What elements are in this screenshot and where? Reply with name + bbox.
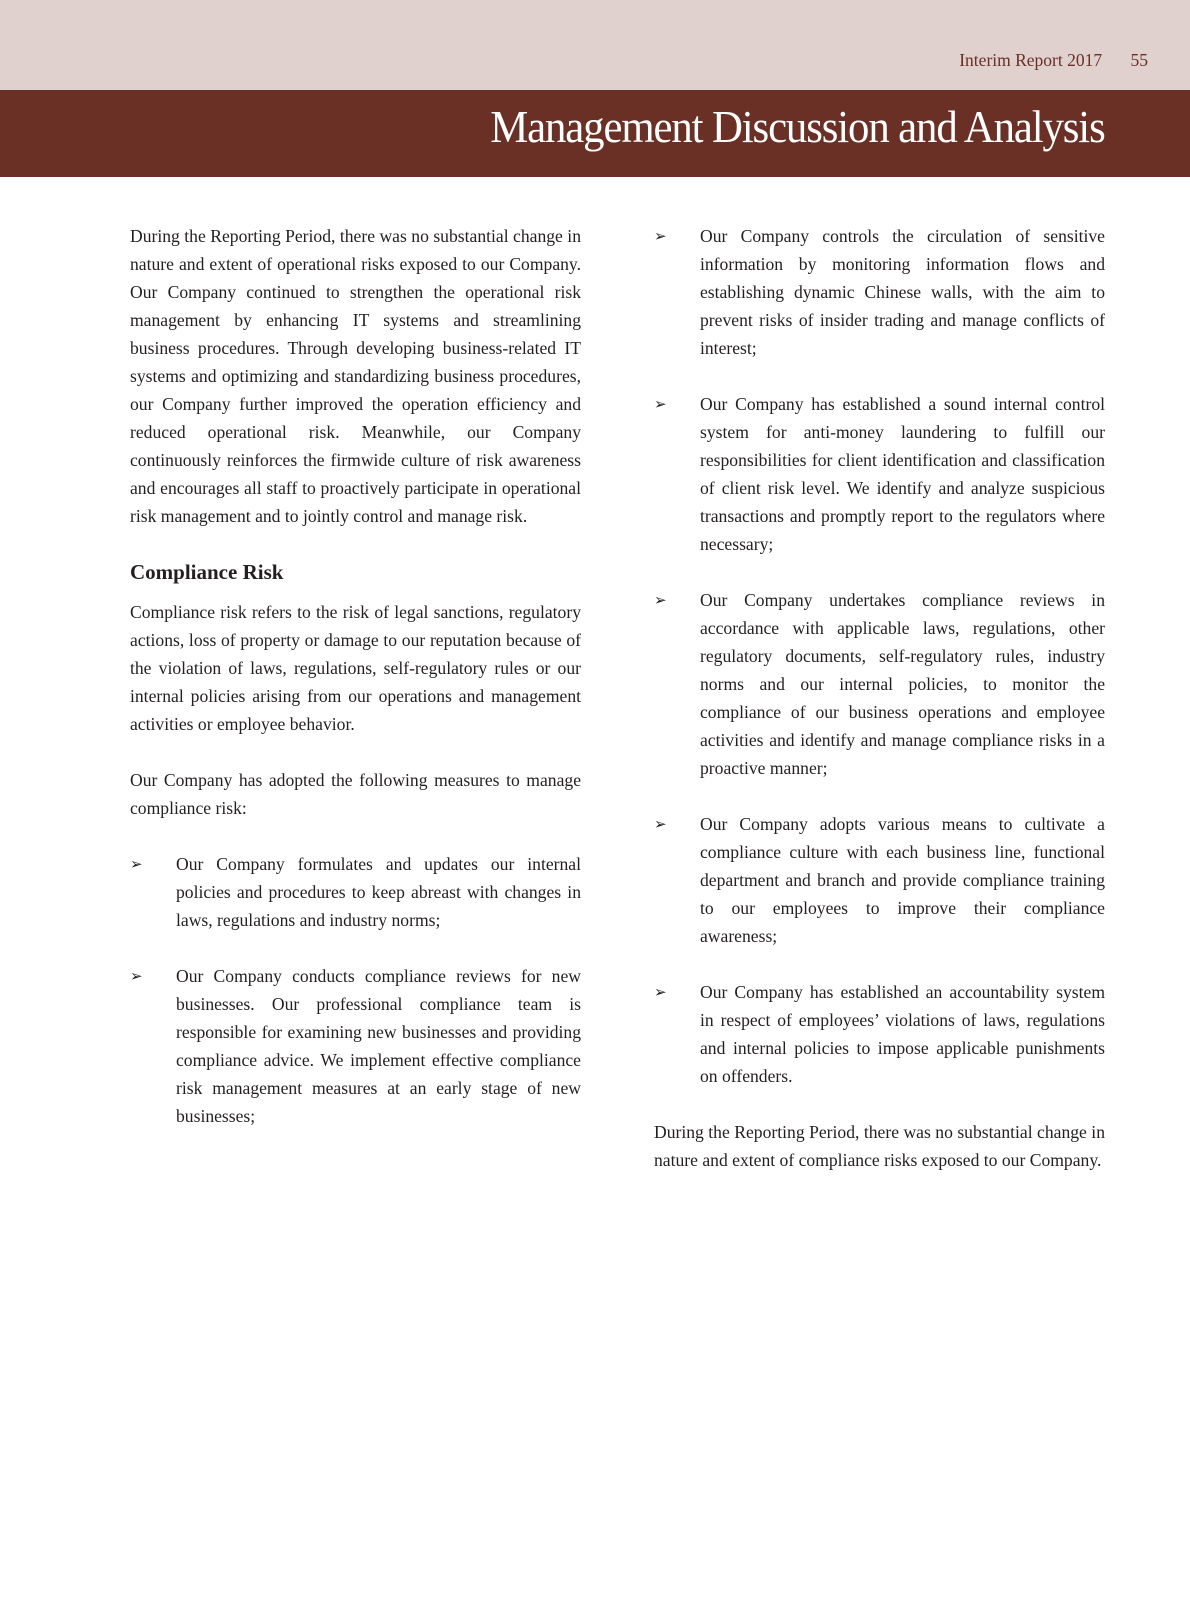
- arrow-bullet-icon: ➢: [654, 591, 667, 609]
- right-column: [654, 222, 1105, 1202]
- list-item: [654, 978, 1105, 1090]
- bullet-text: Our Company undertakes compliance reviews in accordance with applicable laws, regulations, other regulatory documents, self-regulatory rules, industry norms and our internal policies, to monitor the compliance of our business operations and employee activities and identify and manage compliance risks in a proactive manner;: [700, 590, 1105, 778]
- operational-risk-paragraph: During the Reporting Period, there was no substantial change in nature and extent of operational risks exposed to our Company. Our Company continued to strengthen the operational risk management by enhancing IT systems and streamlining business procedures. Through developing business-related IT systems and optimizing and standardizing business procedures, our Company further improved the operation efficiency and reduced operational risk. Meanwhile, our Company continuously reinforces the firmwide culture of risk awareness and encourages all staff to proactively participate in operational risk management and to jointly control and manage risk.: [130, 226, 581, 526]
- bullet-text: Our Company adopts various means to cultivate a compliance culture with each business line, functional department and branch and provide compliance training to our employees to improve their compliance awareness;: [700, 814, 1105, 946]
- left-column: [130, 222, 581, 1158]
- report-name: Interim Report 2017: [959, 50, 1103, 70]
- running-header-band: [0, 0, 1190, 90]
- bullet-text: Our Company has established a sound internal control system for anti-money laundering to fulfill our responsibilities for client identification and classification of client risk level. We identify and analyze suspicious transactions and promptly report to the regulators where necessary;: [700, 394, 1105, 554]
- bullet-text: Our Company formulates and updates our internal policies and procedures to keep abreast with changes in laws, regulations and industry norms;: [176, 854, 581, 930]
- bullet-text: Our Company controls the circulation of sensitive information by monitoring information flows and establishing dynamic Chinese walls, with the aim to prevent risks of insider trading and manage conflicts of interest;: [700, 226, 1105, 358]
- compliance-risk-heading: Compliance Risk: [130, 560, 284, 584]
- list-item: [654, 810, 1105, 950]
- bullet-text: Our Company has established an accountability system in respect of employees’ violations of laws, regulations and internal policies to impose applicable punishments on offenders.: [700, 982, 1105, 1086]
- list-item: [654, 586, 1105, 782]
- list-item: [130, 850, 581, 934]
- arrow-bullet-icon: ➢: [654, 815, 667, 833]
- list-item: [654, 390, 1105, 558]
- section-title-bar: [0, 90, 1190, 177]
- arrow-bullet-icon: ➢: [654, 227, 667, 245]
- measures-intro: Our Company has adopted the following measures to manage compliance risk:: [130, 770, 581, 818]
- arrow-bullet-icon: ➢: [130, 967, 143, 985]
- running-head: [959, 50, 1148, 71]
- compliance-risk-definition: Compliance risk refers to the risk of legal sanctions, regulatory actions, loss of property or damage to our reputation because of the violation of laws, regulations, self-regulatory rules or our internal policies arising from our operations and management activities or employee behavior.: [130, 602, 581, 734]
- bullet-text: Our Company conducts compliance reviews for new businesses. Our professional compliance team is responsible for examining new businesses and providing compliance advice. We implement effective compliance risk management measures at an early stage of new businesses;: [176, 966, 581, 1126]
- arrow-bullet-icon: ➢: [654, 395, 667, 413]
- list-item: [654, 222, 1105, 362]
- arrow-bullet-icon: ➢: [130, 855, 143, 873]
- arrow-bullet-icon: ➢: [654, 983, 667, 1001]
- page-number: 55: [1130, 50, 1148, 70]
- closing-paragraph: During the Reporting Period, there was no substantial change in nature and extent of compliance risks exposed to our Company.: [654, 1122, 1105, 1170]
- section-title: Management Discussion and Analysis: [490, 101, 1105, 152]
- list-item: [130, 962, 581, 1130]
